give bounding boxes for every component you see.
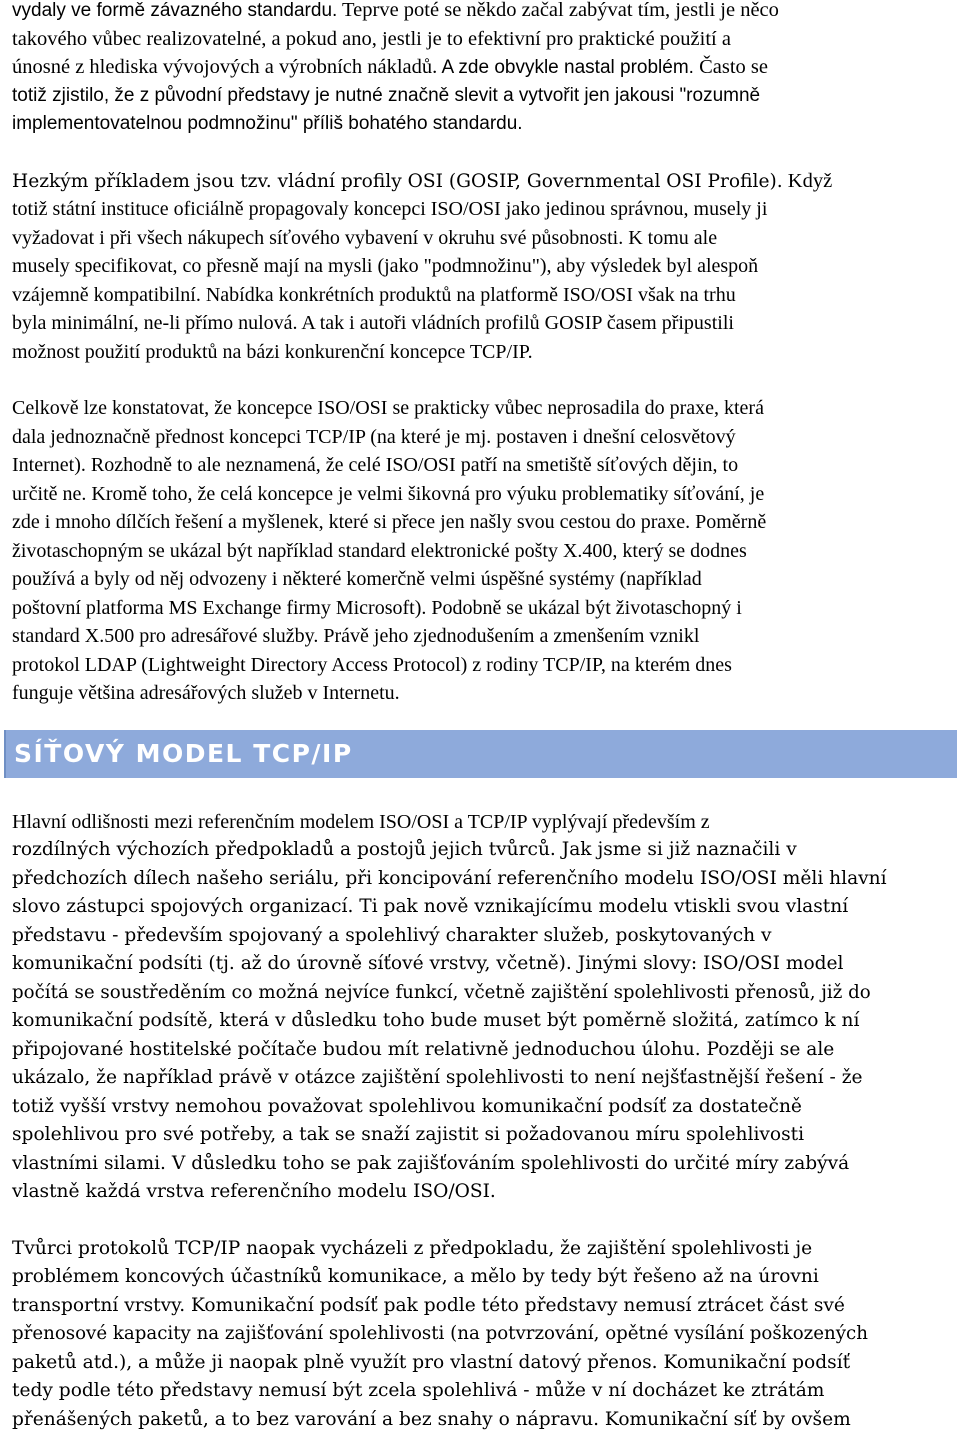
text-line: počítá se soustředěním co možná nejvíce funkcí, včetně zajištění spolehlivosti přenosů, již do [12, 981, 871, 1003]
text-line [12, 53, 958, 82]
text-line: spolehlivou pro své potřeby, a tak se snaží zajistit si požadovanou míru spolehlivosti [12, 1124, 805, 1145]
text-line: ukázalo, že například právě v otázce zajištění spolehlivosti to není nejšťastnější řešení - že [12, 1067, 863, 1088]
text-span: Často se [693, 56, 768, 78]
text-line [12, 167, 958, 196]
text-line: životaschopným se ukázal být například standard elektronické pošty X.400, který se dodnes [12, 539, 747, 562]
text-line: přenášených paketů, a to bez varování a bez snahy o nápravu. Komunikační síť by ovšem [12, 1408, 851, 1430]
section-heading: SÍŤOVÝ MODEL TCP/IP [14, 739, 353, 768]
paragraph-gosip [12, 167, 958, 367]
text-line: byla minimální, ne-li přímo nulová. A tak i autoři vládních profilů GOSIP časem připustili [12, 312, 734, 334]
text-line: slovo zástupci spojových organizací. Ti pak nově vznikajícímu modelu vtiskli svou vlastní [12, 896, 849, 917]
text-line: zde i mnoho dílčích řešení a myšlenek, které si přece jen našly svou cestou do praxe. Poměrně [12, 511, 767, 533]
text-line: Hlavní odlišnosti mezi referenčním modelem ISO/OSI a TCP/IP vyplývají především z [12, 810, 710, 833]
text-span: vládní profily OSI (GOSIP, Governmental OSI Profile). [271, 170, 783, 192]
text-line: protokol LDAP (Lightweight Directory Access Protocol) z rodiny TCP/IP, na kterém dnes [12, 653, 732, 676]
text-line: komunikační podsítě, která v důsledku toho bude muset být poměrně složitá, zatímco k ní [12, 1010, 860, 1031]
paragraph-conclusion [12, 394, 958, 708]
text-line: používá a byly od něj odvozeny i některé komerčně velmi úspěšné systémy (například [12, 568, 702, 590]
text-line: totiž vyšší vrstvy nemohou považovat spolehlivou komunikační podsíť za dostatečně [12, 1095, 802, 1117]
text-span: Hezkým příkladem jsou tzv. [12, 170, 272, 192]
section-gap [12, 708, 958, 730]
text-line: Tvůrci protokolů TCP/IP naopak vycházeli z předpokladu, že zajištění spolehlivosti je [12, 1237, 813, 1259]
paragraph-gap [12, 366, 958, 394]
text-line: implementovatelnou podmnožinu" příliš bohatého standardu. [12, 113, 523, 134]
text-line: komunikační podsíti (tj. až do úrovně síťové vrstvy, včetně). Jinými slovy: ISO/OSI model [12, 953, 844, 974]
text-span: vydaly ve formě závazného standardu. [12, 0, 338, 21]
text-line: standard X.500 pro adresářové služby. Právě jeho zjednodušením a zmenšením vznikl [12, 625, 700, 647]
text-line: možnost použití produktů na bázi konkurenční koncepce TCP/IP. [12, 340, 533, 363]
paragraph-differences [12, 808, 958, 1207]
text-line: paketů atd.), a může ji naopak plně využít pro vlastní datový přenos. Komunikační podsíť [12, 1351, 851, 1373]
text-line [12, 0, 958, 25]
text-line: musely specifikovat, co přesně mají na mysli (jako "podmnožinu"), aby výsledek byl alespoň [12, 255, 759, 277]
text-line: určitě ne. Kromě toho, že celá koncepce je velmi šikovná pro výuku problematiky síťování, je [12, 482, 765, 505]
text-line: poštovní platforma MS Exchange firmy Microsoft). Podobně se ukázal být životaschopný i [12, 596, 742, 619]
text-line: problémem koncových účastníků komunikace, a mělo by tedy být řešeno až na úrovni [12, 1266, 819, 1287]
text-line: dala jednoznačně přednost koncepci TCP/IP (na které je mj. postaven i dnešní celosvětový [12, 425, 736, 448]
text-line: vlastně každá vrstva referenčního modelu ISO/OSI. [12, 1181, 496, 1202]
text-line: tedy podle této představy nemusí být zcela spolehlivá - může v ní docházet ke ztrátám [12, 1380, 825, 1401]
text-line: totiž zjistilo, že z původní představy je nutné značně slevit a vytvořit jen jakousi "rozumně [12, 84, 761, 106]
text-span: A zde obvykle nastal problém. [437, 57, 694, 78]
paragraph-gap [12, 1207, 958, 1235]
text-line: připojované hostitelské počítače budou mít relativně jednoduchou úlohu. Později se ale [12, 1038, 835, 1060]
text-line: vzájemně kompatibilní. Nabídka konkrétních produktů na platformě ISO/OSI však na trhu [12, 283, 736, 306]
text-line: vyžadovat i při všech nákupech síťového vybavení v okruhu své působnosti. K tomu ale [12, 226, 718, 249]
document-page [12, 0, 958, 1434]
text-span: Když [782, 169, 833, 192]
text-line: přenosové kapacity na zajišťování spolehlivosti (na potvrzování, opětné vysílání poškozených [12, 1323, 868, 1344]
paragraph-tcpip-creators [12, 1235, 958, 1435]
text-line: vlastními silami. V důsledku toho se pak zajišťováním spolehlivosti do určité míry zabývá [12, 1152, 850, 1174]
text-line: totiž státní instituce oficiálně propagovaly koncepci ISO/OSI jako jedinou správnou, musely ji [12, 198, 768, 220]
section-heading-bar [4, 730, 957, 778]
section-gap [12, 778, 958, 808]
text-line: představu - především spojovaný a spolehlivý charakter služeb, poskytovaných v [12, 924, 772, 946]
text-line: předchozích dílech našeho seriálu, při koncipování referenčního modelu ISO/OSI měli hlavní [12, 867, 887, 889]
text-span: únosné z hlediska vývojových a výrobních nákladů. [12, 56, 438, 78]
text-line: Internet). Rozhodně to ale neznamená, že celé ISO/OSI patří na smetiště síťových dějin, to [12, 454, 739, 476]
text-line: rozdílných výchozích předpokladů a postojů jejich tvůrců. Jak jsme si již naznačili v [12, 839, 797, 860]
paragraph-intro-continuation [12, 0, 958, 139]
paragraph-gap [12, 139, 958, 167]
text-line: transportní vrstvy. Komunikační podsíť pak podle této představy nemusí ztrácet část své [12, 1294, 845, 1316]
text-line: Celkově lze konstatovat, že koncepce ISO/OSI se prakticky vůbec neprosadila do praxe, která [12, 397, 764, 419]
text-line: takového vůbec realizovatelné, a pokud ano, jestli je to efektivní pro praktické použití a [12, 27, 731, 50]
text-span: Teprve poté se někdo začal zabývat tím, jestli je něco [337, 0, 779, 21]
text-line: funguje většina adresářových služeb v Internetu. [12, 682, 400, 704]
